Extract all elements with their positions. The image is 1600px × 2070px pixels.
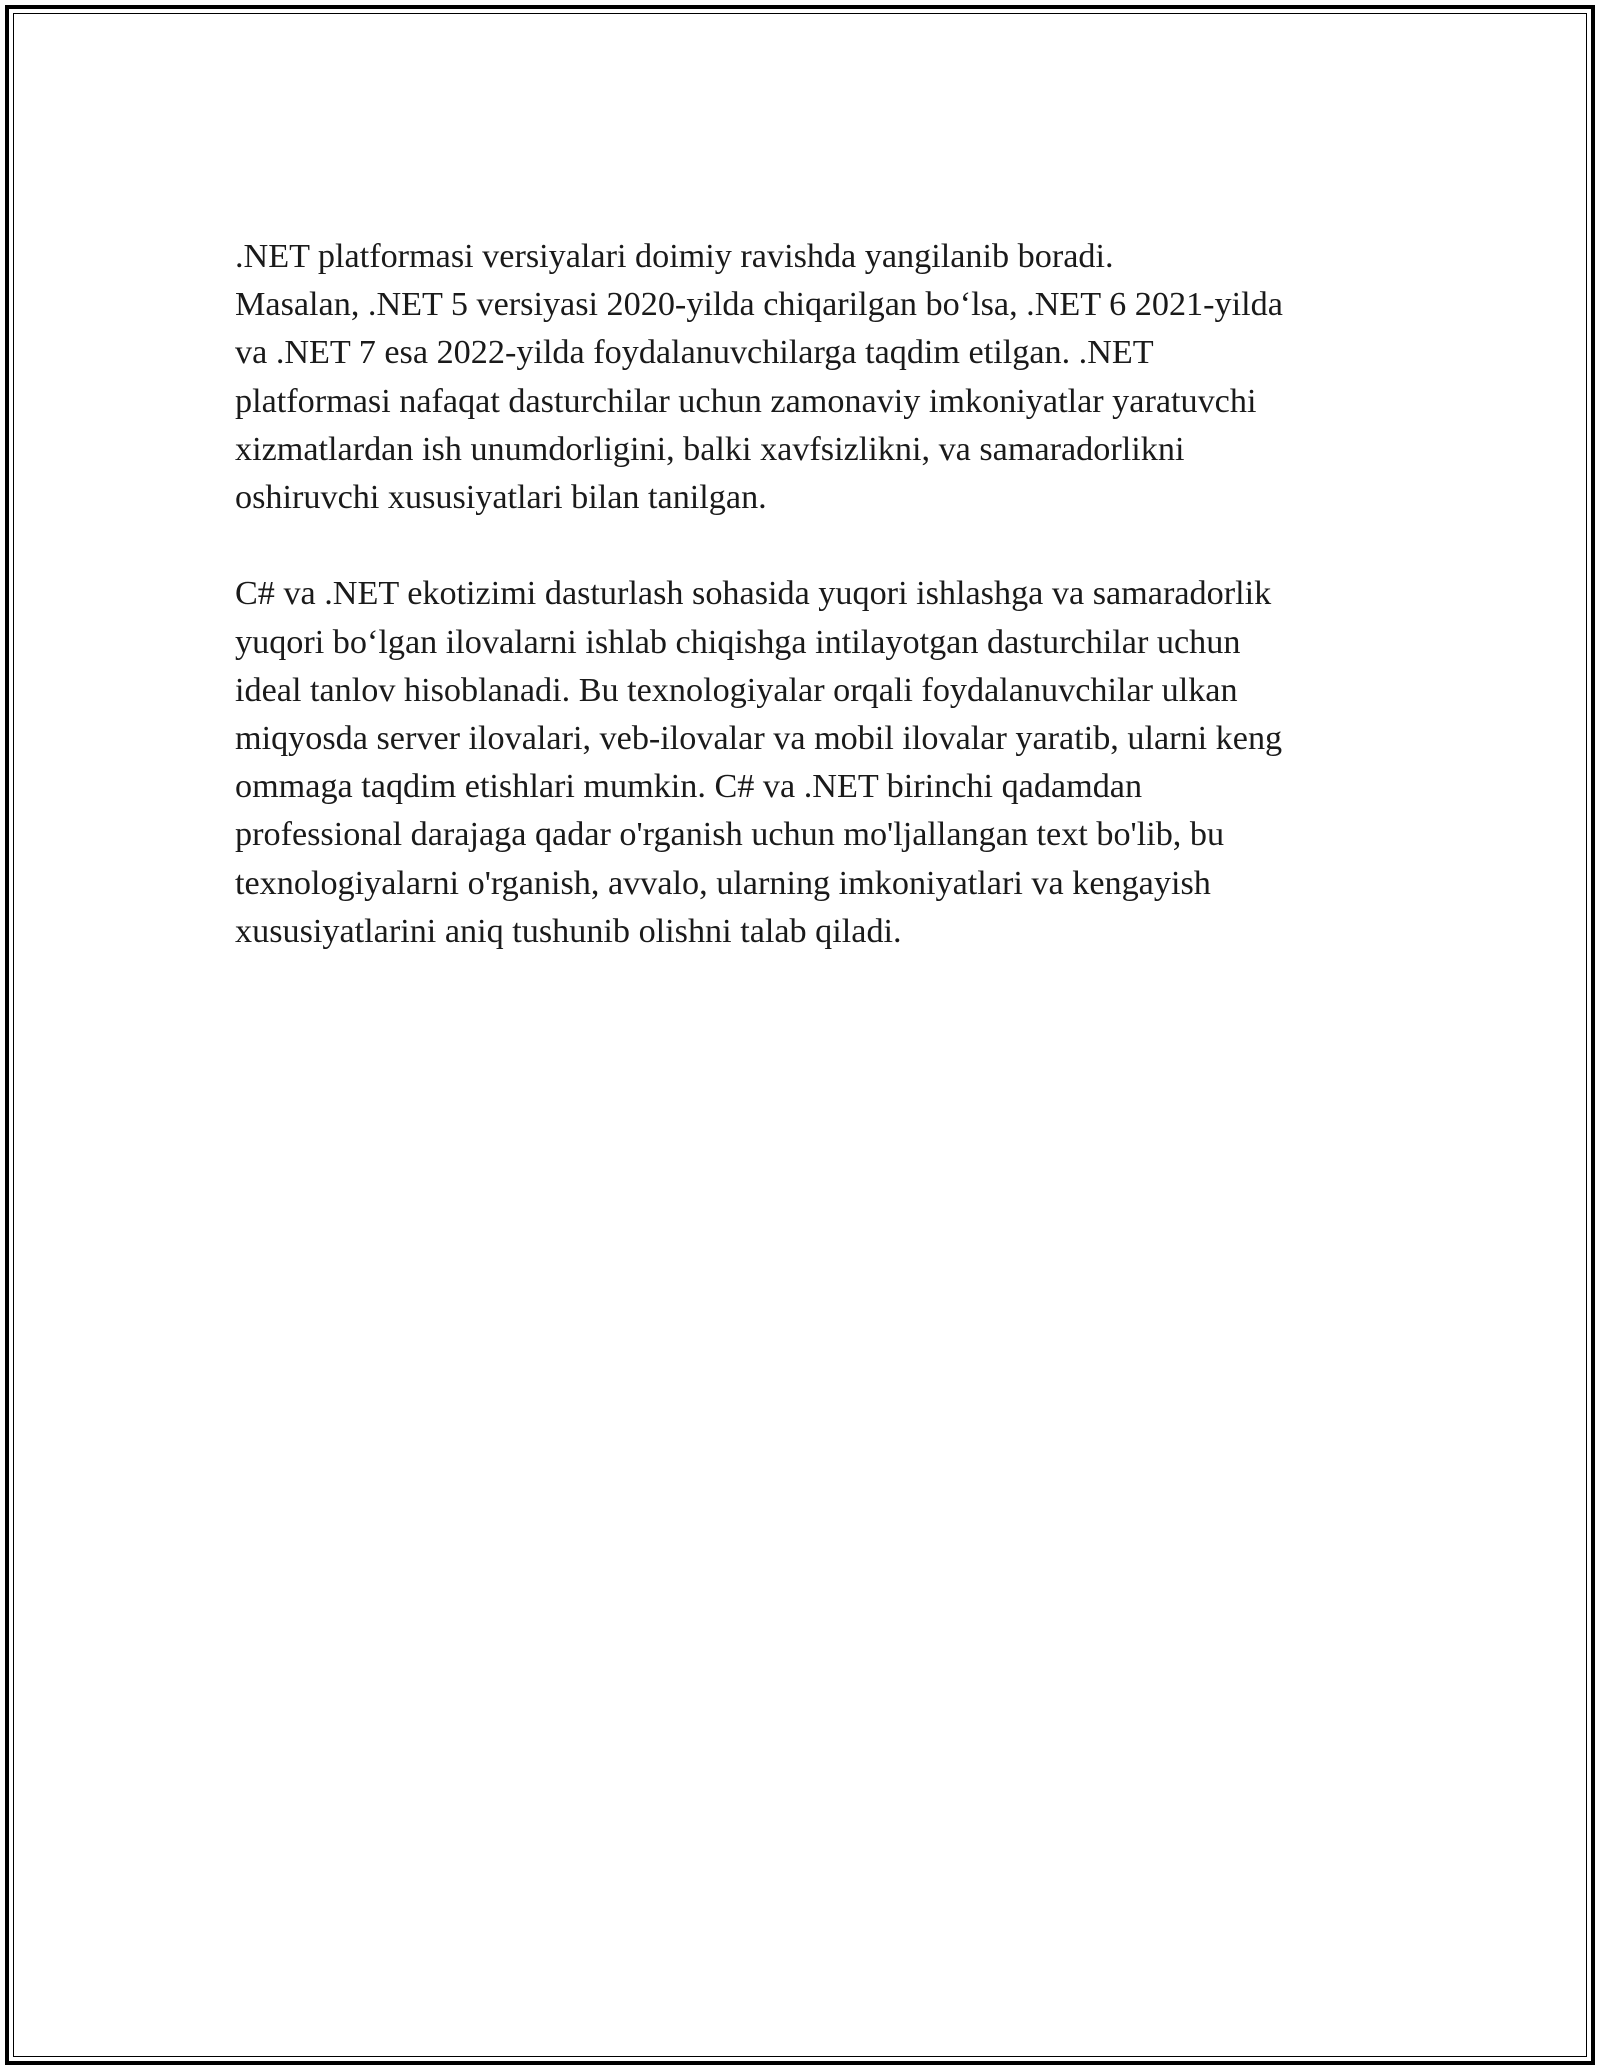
text-line: miqyosda server ilovalari, veb-ilovalar va mobil ilovalar yaratib, ularni keng — [235, 720, 1283, 758]
text-line: C# va .NET ekotizimi dasturlash sohasida yuqori ishlashga va samaradorlik — [235, 575, 1272, 613]
text-line: xususiyatlarini aniq tushunib olishni talab qiladi. — [235, 912, 902, 950]
text-line: platformasi nafaqat dasturchilar uchun zamonaviy imkoniyatlar yaratuvchi — [235, 382, 1257, 420]
text-line: professional darajaga qadar o'rganish uchun mo'ljallangan text bo'lib, bu — [235, 816, 1225, 854]
document-body — [235, 233, 1375, 956]
text-line: oshiruvchi xususiyatlari bilan tanilgan. — [235, 479, 767, 517]
text-line: texnologiyalarni o'rganish, avvalo, ularning imkoniyatlari va kengayish — [235, 864, 1211, 902]
text-line: ideal tanlov hisoblanadi. Bu texnologiyalar orqali foydalanuvchilar ulkan — [235, 671, 1238, 709]
paragraph-csharp-ecosystem — [235, 570, 1375, 956]
text-line: .NET platformasi versiyalari doimiy ravishda yangilanib boradi. — [235, 238, 1114, 275]
text-line: ommaga taqdim etishlari mumkin. C# va .NET birinchi qadamdan — [235, 768, 1143, 806]
text-line: xizmatlardan ish unumdorligini, balki xavfsizlikni, va samaradorlikni — [235, 430, 1185, 468]
paragraph-net-versions — [235, 233, 1375, 522]
text-line: yuqori bo‘lgan ilovalarni ishlab chiqishga intilayotgan dasturchilar uchun — [235, 623, 1241, 661]
text-line: Masalan, .NET 5 versiyasi 2020-yilda chiqarilgan bo‘lsa, .NET 6 2021-yilda — [235, 286, 1283, 324]
text-line: va .NET 7 esa 2022-yilda foydalanuvchilarga taqdim etilgan. .NET — [235, 334, 1154, 372]
